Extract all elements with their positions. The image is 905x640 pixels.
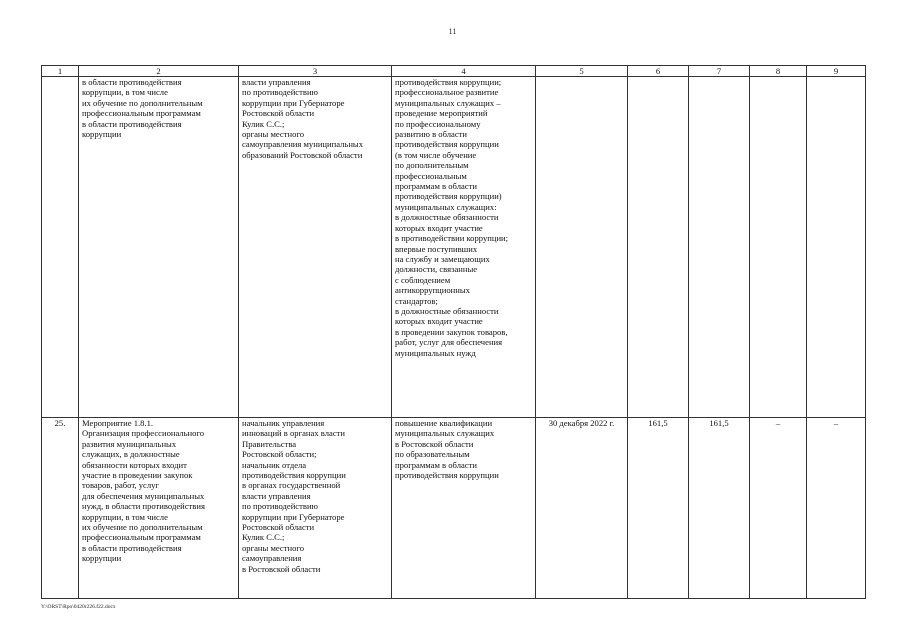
table-row [42, 77, 866, 418]
column-header: 9 [807, 66, 866, 77]
column-header: 5 [536, 66, 628, 77]
amount-cell: 161,5 [689, 418, 750, 599]
amount-cell: 161,5 [628, 418, 689, 599]
column-header: 6 [628, 66, 689, 77]
event-cell: в области противодействия коррупции, в том числе их обучение по дополнительным профессиональным программам в области противодействия коррупции [79, 77, 239, 418]
page-number: 11 [448, 27, 457, 36]
row-number-cell: 25. [42, 418, 79, 599]
column-header: 7 [689, 66, 750, 77]
date-cell [536, 77, 628, 418]
executor-cell: начальник управления инноваций в органах власти Правительства Ростовской области; начальник отдела противодействия коррупции в органах государственной власти управления по противодействию коррупции при Губернаторе Ростовской области Кулик С.С.; органы местного самоуправления в Ростовской области [239, 418, 392, 599]
column-number-row [42, 66, 866, 77]
column-header: 1 [42, 66, 79, 77]
amount-cell: – [750, 418, 807, 599]
table-row [42, 418, 866, 599]
amount-cell: – [807, 418, 866, 599]
result-cell: повышение квалификации муниципальных служащих в Ростовской области по образовательным программам в области противодействия коррупции [392, 418, 536, 599]
amount-cell [689, 77, 750, 418]
event-cell: Мероприятие 1.8.1. Организация профессионального развития муниципальных служащих, в должностные обязанности которых входит участие в проведении закупок товаров, работ, услуг для обеспечения муниципальных нужд, в области противодействия коррупции, в том числе их обучение по дополнительным профессиональным программам в области противодействия коррупции [79, 418, 239, 599]
column-header: 4 [392, 66, 536, 77]
column-header: 8 [750, 66, 807, 77]
date-cell: 30 декабря 2022 г. [536, 418, 628, 599]
file-path-footer: Y:\ORST\Rpo\0420r226.f22.docx [41, 604, 116, 610]
row-number-cell [42, 77, 79, 418]
amount-cell [750, 77, 807, 418]
result-cell: противодействия коррупции; профессиональное развитие муниципальных служащих – проведение мероприятий по профессиональному развитию в области противодействия коррупции (в том числе обучение по дополнительным профессиональным программам в области противодействия коррупции) муниципальных служащих: в должностные обязанности которых входит участие в противодействии коррупции; впервые поступивших на службу и замещающих должности, связанные с соблюдением антикоррупционных стандартов; в должностные обязанности которых входит участие в проведении закупок товаров, работ, услуг для обеспечения муниципальных нужд [392, 77, 536, 418]
column-header: 2 [79, 66, 239, 77]
column-header: 3 [239, 66, 392, 77]
executor-cell: власти управления по противодействию коррупции при Губернаторе Ростовской области Кулик С.С.; органы местного самоуправления муниципальных образований Ростовской области [239, 77, 392, 418]
measures-table [41, 65, 866, 599]
amount-cell [807, 77, 866, 418]
amount-cell [628, 77, 689, 418]
